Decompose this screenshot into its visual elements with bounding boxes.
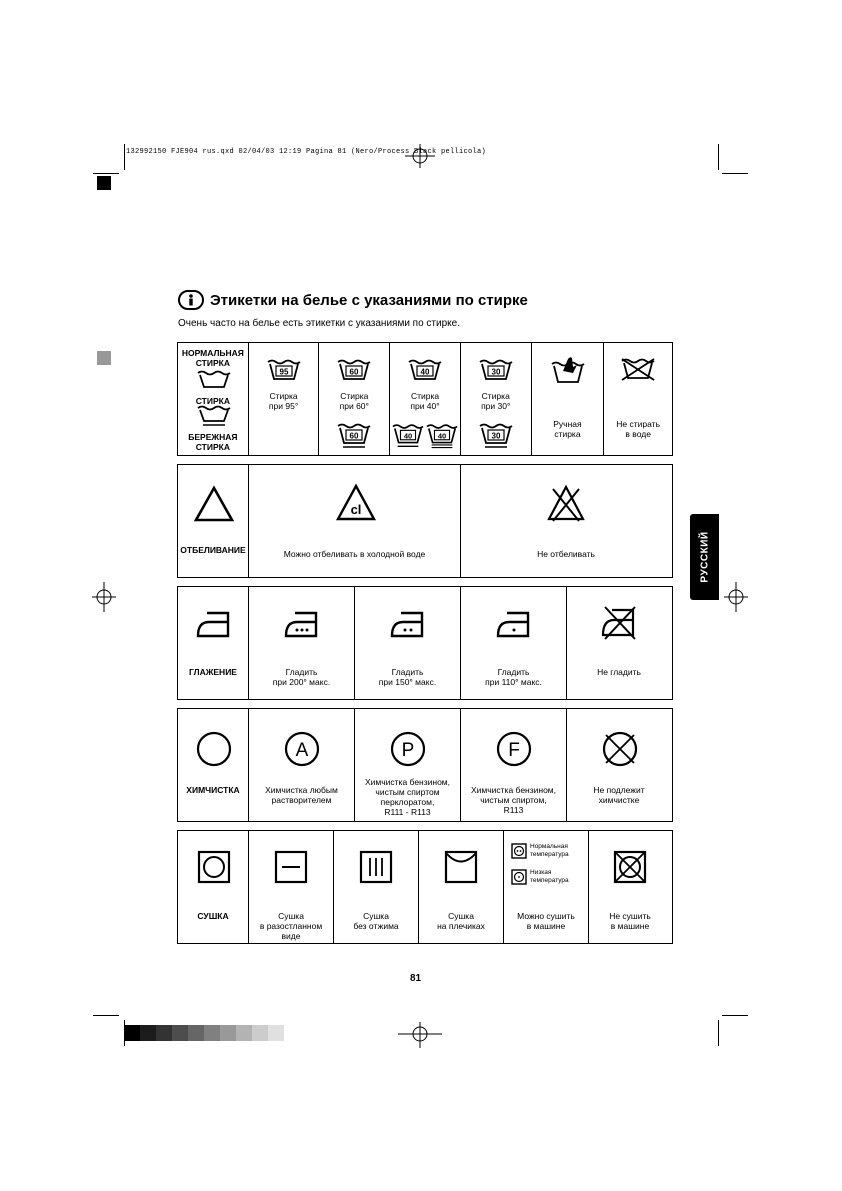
no-tumble-dry-icon	[612, 849, 648, 885]
gray-square-marker	[97, 351, 111, 365]
no-bleach-icon	[545, 483, 587, 523]
washtub-30-icon	[479, 359, 513, 381]
washing-normal-label: НОРМАЛЬНАЯ СТИРКА	[181, 348, 244, 368]
iron-200-label: Гладить при 200° макс.	[272, 667, 331, 687]
wash-95-cell	[249, 343, 320, 455]
no-wash-cell	[604, 343, 672, 455]
swatch	[252, 1025, 268, 1041]
no-dry-clean-label: Не подлежит химчистке	[593, 785, 645, 805]
bleach-cl-icon	[334, 483, 378, 523]
line-dry-cell	[419, 831, 504, 943]
tumble-dry-normal-label: Нормальная температура	[530, 843, 569, 858]
dry-clean-p-icon	[389, 730, 427, 768]
svg-text:95: 95	[279, 367, 289, 377]
svg-text:30: 30	[491, 367, 501, 377]
no-wash-label: Не стирать в воде	[616, 419, 661, 439]
svg-text:A: A	[295, 740, 309, 761]
swatch	[140, 1025, 156, 1041]
tumble-dry-normal-icon	[511, 843, 527, 859]
washing-header-cell	[178, 343, 249, 455]
hand-wash-label: Ручная стирка	[553, 419, 582, 439]
color-calibration-bar	[124, 1025, 284, 1041]
machine-dry-label: Можно сушить в машине	[517, 911, 575, 931]
bleaching-header-cell	[178, 465, 249, 577]
registration-mark-icon	[92, 582, 116, 612]
svg-text:40: 40	[437, 431, 447, 441]
registration-mark-icon	[405, 144, 435, 168]
crop-mark	[718, 144, 719, 170]
washtub-40-gentle-icon	[392, 423, 424, 449]
drip-dry-cell	[334, 831, 419, 943]
crop-mark	[722, 173, 748, 174]
dry-flat-cell	[249, 831, 334, 943]
dry-clean-p-cell	[355, 709, 461, 821]
iron-110-label: Гладить при 110° макс.	[485, 667, 542, 687]
crop-mark	[93, 173, 119, 174]
iron-three-dots-icon	[283, 609, 321, 639]
info-icon	[178, 290, 204, 310]
swatch	[268, 1025, 284, 1041]
crop-mark	[124, 144, 125, 170]
no-dry-clean-icon	[600, 729, 640, 769]
dry-clean-f-cell	[461, 709, 567, 821]
hand-wash-icon	[551, 355, 585, 383]
iron-150-cell	[355, 587, 461, 699]
wash-30-label: Стирка при 30°	[481, 391, 511, 411]
drying-header-cell	[178, 831, 249, 943]
bleach-triangle-icon	[193, 485, 235, 523]
washing-table	[177, 342, 673, 456]
wash-40-cell	[390, 343, 461, 455]
swatch	[124, 1025, 140, 1041]
no-iron-cell	[567, 587, 671, 699]
machine-dry-cell	[504, 831, 589, 943]
no-wash-icon	[620, 357, 656, 381]
swatch	[204, 1025, 220, 1041]
iron-two-dots-icon	[389, 609, 427, 639]
wash-40-label: Стирка при 40°	[410, 391, 440, 411]
dry-clean-a-cell	[249, 709, 355, 821]
line-dry-label: Сушка на плечиках	[437, 911, 485, 931]
washtub-40-very-gentle-icon	[426, 423, 458, 449]
svg-text:40: 40	[403, 431, 413, 441]
black-square-marker	[97, 176, 111, 190]
bleach-cold-label: Можно отбеливать в холодной воде	[283, 549, 426, 559]
bleach-cold-cell	[249, 465, 461, 577]
no-dry-clean-cell	[567, 709, 671, 821]
wash-60-cell	[319, 343, 390, 455]
iron-icon	[195, 609, 233, 639]
swatch	[220, 1025, 236, 1041]
hand-wash-cell	[532, 343, 605, 455]
washtub-95-icon	[267, 359, 301, 381]
dry-clean-f-icon	[495, 730, 533, 768]
registration-mark-icon	[724, 582, 748, 612]
no-bleach-label: Не отбеливать	[537, 549, 595, 559]
wash-30-cell	[461, 343, 532, 455]
tumble-dry-low-icon	[511, 869, 527, 885]
swatch	[172, 1025, 188, 1041]
dry-cleaning-header-label: ХИМЧИСТКА	[186, 785, 240, 795]
svg-text:60: 60	[349, 431, 359, 441]
registration-mark-icon	[398, 1022, 442, 1048]
svg-text:40: 40	[420, 367, 430, 377]
bleaching-table	[177, 464, 673, 578]
washtub-60-icon	[337, 359, 371, 381]
language-tab-label: РУССКИЙ	[699, 531, 710, 583]
bleaching-header-label: ОТБЕЛИВАНИЕ	[180, 545, 246, 555]
no-machine-dry-label: Не сушить в машине	[609, 911, 651, 931]
print-header: 132992150 FJE904 rus.qxd 02/04/03 12:19 Pagina 81 (Nero/Process Black pellicola)	[126, 148, 487, 156]
iron-110-cell	[461, 587, 567, 699]
washtub-30-gentle-icon	[479, 423, 513, 449]
crop-mark	[722, 1015, 748, 1016]
iron-200-cell	[249, 587, 355, 699]
dry-cleaning-table	[177, 708, 673, 822]
drying-table	[177, 830, 673, 944]
no-machine-dry-cell	[589, 831, 671, 943]
drip-dry-icon	[359, 850, 393, 884]
swatch	[236, 1025, 252, 1041]
iron-one-dot-icon	[495, 609, 533, 639]
no-bleach-cell	[461, 465, 671, 577]
line-dry-icon	[444, 850, 478, 884]
drying-header-label: СУШКА	[197, 911, 229, 921]
dry-cleaning-header-cell	[178, 709, 249, 821]
ironing-table	[177, 586, 673, 700]
ironing-header-label: ГЛАЖЕНИЕ	[189, 667, 237, 677]
no-iron-label: Не гладить	[597, 667, 641, 677]
svg-text:60: 60	[349, 367, 359, 377]
dry-clean-p-label: Химчистка бензином, чистым спиртом перклоратом, R111 - R113	[364, 777, 451, 817]
washtub-gentle-icon	[197, 405, 231, 427]
drip-dry-label: Сушка без отжима	[353, 911, 399, 931]
tumble-dry-icon	[197, 850, 231, 884]
page-title: Этикетки на белье с указаниями по стирке	[210, 291, 528, 309]
dry-clean-f-label: Химчистка бензином, чистым спиртом, R113	[470, 785, 557, 815]
no-iron-icon	[599, 603, 639, 643]
dry-flat-label: Сушка в разостланном виде	[259, 911, 323, 941]
dry-clean-a-icon	[283, 730, 321, 768]
page-number: 81	[410, 973, 422, 984]
swatch	[188, 1025, 204, 1041]
dry-clean-a-label: Химчистка любым растворителем	[265, 785, 338, 805]
svg-text:30: 30	[491, 431, 501, 441]
crop-mark	[93, 1015, 119, 1016]
washing-gentle-label: БЕРЕЖНАЯ СТИРКА	[188, 432, 238, 452]
dry-clean-circle-icon	[195, 730, 233, 768]
language-tab	[690, 514, 719, 600]
wash-60-label: Стирка при 60°	[339, 391, 369, 411]
washtub-40-icon	[408, 359, 442, 381]
crop-mark	[718, 1020, 719, 1046]
svg-text:cl: cl	[350, 502, 362, 517]
page-subtitle: Очень часто на белье есть этикетки с указаниями по стирке.	[178, 318, 460, 329]
washtub-icon	[197, 370, 231, 388]
ironing-header-cell	[178, 587, 249, 699]
iron-150-label: Гладить при 150° макс.	[378, 667, 437, 687]
tumble-dry-low-label: Низкая температура	[530, 869, 569, 884]
svg-text:P: P	[401, 740, 415, 761]
washtub-60-gentle-icon	[337, 423, 371, 449]
section-title	[178, 290, 528, 310]
dry-flat-icon	[274, 850, 308, 884]
svg-text:F: F	[508, 740, 520, 761]
swatch	[156, 1025, 172, 1041]
washing-label: СТИРКА	[195, 396, 230, 406]
wash-95-label: Стирка при 95°	[268, 391, 299, 411]
